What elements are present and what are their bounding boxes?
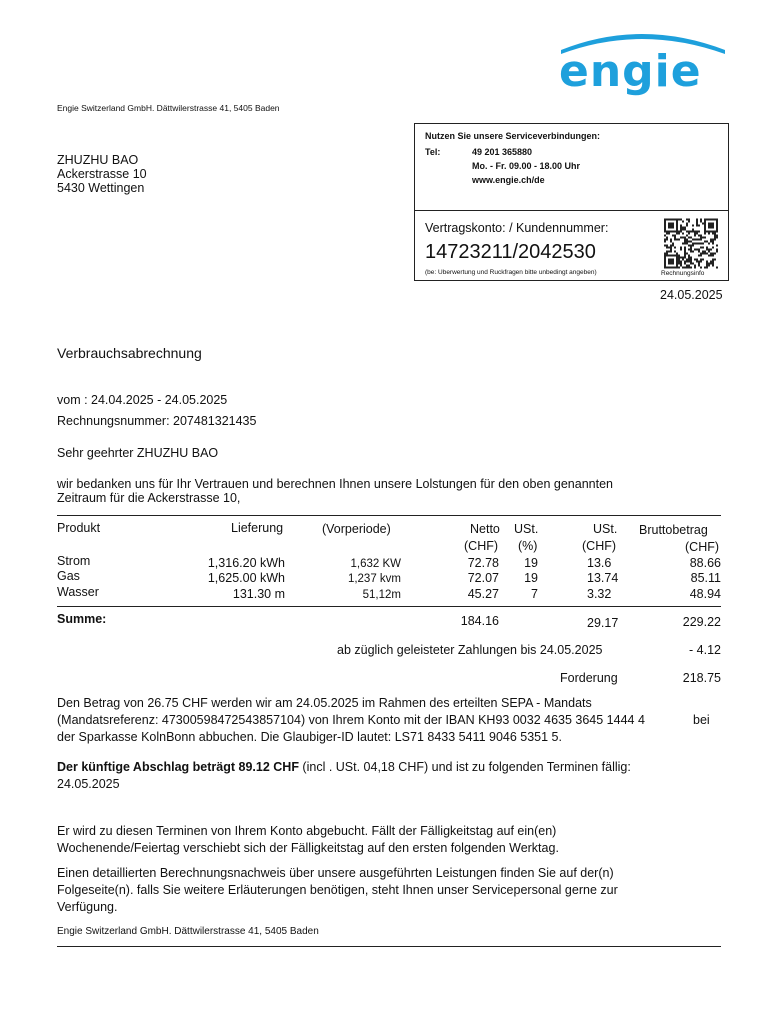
service-box-divider: [415, 210, 728, 211]
recipient-city: 5430 Wettingen: [57, 181, 145, 195]
future-installment-rest: (incl . USt. 04,18 CHF) und ist zu folgenden Terminen fällig:: [298, 760, 631, 774]
engie-logo: [553, 30, 733, 100]
sum-gross: 229.22: [682, 615, 721, 629]
table-top-rule: [57, 515, 721, 516]
sepa-line-3: der Sparkasse KolnBonn abbuchen. Die Glaubiger-ID lautet: LS71 8433 5411 9046 5351 5.: [57, 730, 562, 744]
future-installment: [57, 760, 631, 774]
sum-label: Summe:: [57, 612, 107, 626]
tel-label: Tel:: [425, 147, 441, 157]
future-installment-date: 24.05.2025: [57, 777, 120, 791]
details-line-3: Verfügung.: [57, 900, 118, 914]
salutation: Sehr geehrter ZHUZHU BAO: [57, 446, 219, 460]
intro-line-2: Zeitraum für die Ackerstrasse 10,: [57, 491, 241, 505]
recipient-street: Ackerstrasse 10: [57, 167, 147, 181]
row-vat-chf: 3.32: [587, 587, 612, 601]
claim-label: Forderung: [560, 671, 618, 685]
row-gross: 85.11: [690, 571, 721, 585]
footer-rule: [57, 946, 721, 947]
th-gross: Bruttobetrag: [639, 523, 708, 537]
billing-period: vom : 24.04.2025 - 24.05.2025: [57, 393, 228, 407]
row-previous: 1,237 kvm: [347, 573, 401, 585]
row-vat-chf: 13.74: [587, 571, 619, 585]
table-sum-rule: [57, 606, 721, 607]
row-vat-pct: 7: [531, 587, 538, 601]
account-number: 14723211/2042530: [425, 241, 596, 263]
row-gross: 88.66: [689, 556, 721, 570]
service-website[interactable]: www.engie.ch/de: [472, 175, 545, 185]
invoice-number: Rechnungsnummer: 207481321435: [57, 414, 257, 428]
th-vat-pct-unit: (%): [518, 539, 538, 553]
claim-value: 218.75: [682, 671, 721, 685]
account-label: Vertragskonto: / Kundennummer:: [425, 221, 609, 235]
row-vat-pct: 19: [524, 571, 538, 585]
row-previous: 1,632 KW: [350, 558, 401, 570]
th-net: Netto: [470, 522, 500, 536]
row-delivery: 131.30 m: [232, 587, 285, 601]
debit-line-1: Er wird zu diesen Terminen von Ihrem Konto abgebucht. Fällt der Fälligkeitstag auf ein(en): [57, 824, 557, 838]
intro-line-1: wir bedanken uns für Ihr Vertrauen und berechnen Ihnen unsere Lolstungen für den oben genannten: [57, 477, 613, 491]
account-note: (be: Uberwertung und Ruckfragen bitte unbedingt angeben): [425, 269, 597, 276]
th-delivery: Lieferung: [231, 521, 284, 535]
deduction-value: - 4.12: [689, 643, 721, 657]
sum-net: 184.16: [460, 614, 499, 628]
document-date: 24.05.2025: [660, 288, 723, 302]
engie-logo-text: engie: [559, 46, 702, 97]
service-heading: Nutzen Sie unsere Serviceverbindungen:: [425, 131, 601, 141]
document-title: Verbrauchsabrechnung: [57, 345, 202, 361]
future-installment-amount: Der künftige Abschlag beträgt 89.12 CHF: [57, 760, 299, 774]
th-gross-unit: (CHF): [685, 540, 720, 554]
th-product: Produkt: [57, 521, 101, 535]
footer-address: Engie Switzerland GmbH. Dättwilerstrasse 41, 5405 Baden: [57, 926, 319, 937]
service-hours: Mo. - Fr. 09.00 - 18.00 Uhr: [472, 161, 581, 171]
row-vat-chf: 13.6: [587, 556, 612, 570]
tel-number[interactable]: 49 201 365880: [472, 147, 533, 157]
row-product: Strom: [57, 554, 91, 568]
row-net: 72.78: [467, 556, 499, 570]
row-product: Wasser: [57, 585, 99, 599]
th-previous: (Vorperiode): [322, 522, 391, 536]
row-vat-pct: 19: [524, 556, 538, 570]
th-vat-chf: USt.: [593, 522, 618, 536]
row-gross: 48.94: [689, 587, 721, 601]
row-delivery: 1,625.00 kWh: [207, 571, 285, 585]
row-net: 72.07: [467, 571, 499, 585]
recipient-name: ZHUZHU BAO: [57, 153, 139, 167]
sepa-line-1: Den Betrag von 26.75 CHF werden wir am 24.05.2025 im Rahmen des erteilten SEPA - Mandats: [57, 696, 592, 710]
sepa-line-2: (Mandatsreferenz: 47300598472543857104) von Ihrem Konto mit der IBAN KH93 0032 4635 3645 1444 4: [57, 713, 645, 727]
row-previous: 51,12m: [362, 589, 401, 601]
row-net: 45.27: [467, 587, 499, 601]
row-product: Gas: [57, 569, 80, 583]
details-line-2: Folgeseite(n). falls Sie weitere Erläuterungen benötigen, steht Ihnen unser Servicepersonal gerne zur: [57, 883, 618, 897]
row-delivery: 1,316.20 kWh: [207, 556, 285, 570]
th-vat-chf-unit: (CHF): [582, 539, 617, 553]
sepa-line-2-end: bei: [693, 713, 710, 727]
details-line-1: Einen detaillierten Berechnungsnachweis über unsere ausgeführten Leistungen finden Sie auf der(n): [57, 866, 614, 880]
debit-line-2: Wochenende/Feiertag verschiebt sich der Fälligkeitstag auf den ersten folgenden Werktag.: [57, 841, 559, 855]
th-net-unit: (CHF): [464, 539, 499, 553]
sum-vat: 29.17: [587, 616, 619, 630]
deduction-label: ab züglich geleisteter Zahlungen bis 24.05.2025: [337, 643, 603, 657]
sender-line: Engie Switzerland GmbH. Dättwilerstrasse 41, 5405 Baden: [57, 103, 280, 113]
th-vat-pct: USt.: [514, 522, 539, 536]
qr-label: Rechnungsinfo: [661, 270, 705, 277]
qr-code-icon: [664, 218, 718, 269]
